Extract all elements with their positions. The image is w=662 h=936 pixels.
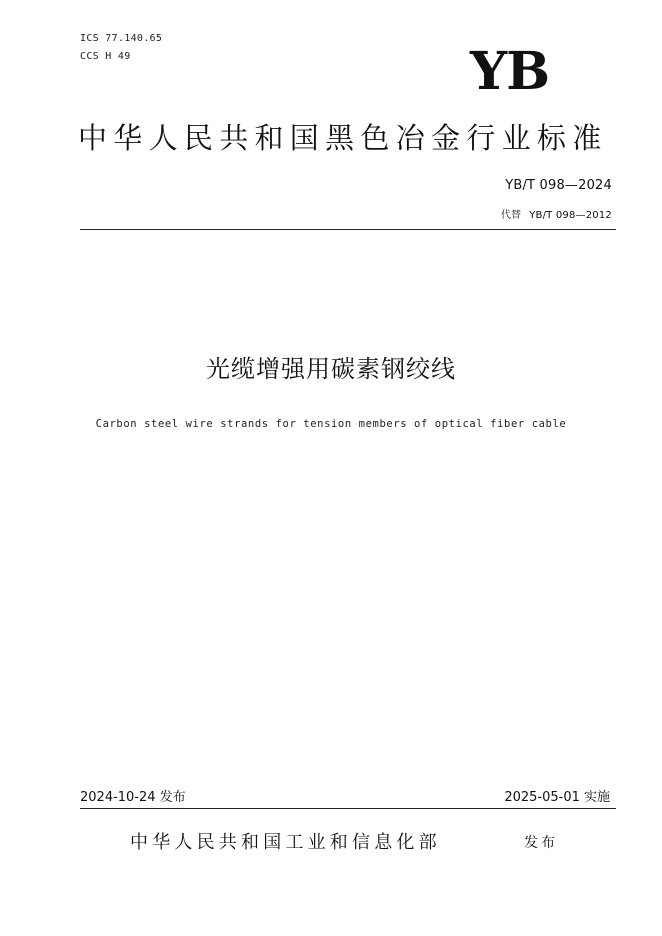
top-divider xyxy=(80,229,616,230)
yb-logo: YB xyxy=(470,41,550,102)
bottom-divider xyxy=(80,808,616,809)
issue-date: 2024-10-24 发布 xyxy=(80,790,186,805)
ics-code: ICS 77.140.65 xyxy=(80,33,163,44)
standard-number: YB/T 098—2024 xyxy=(505,178,612,193)
issue-action-label: 发布 xyxy=(524,835,558,851)
replaces-number: YB/T 098—2012 xyxy=(529,210,612,221)
document-title-chinese: 光缆增强用碳素钢绞线 xyxy=(206,355,456,383)
document-title-english: Carbon steel wire strands for tension members of optical fiber cable xyxy=(95,418,567,430)
implementation-date: 2025-05-01 实施 xyxy=(504,790,610,805)
standard-category-title: 中华人民共和国黑色冶金行业标准 xyxy=(78,121,608,155)
replaces-line xyxy=(501,206,612,221)
replaces-label: 代替 xyxy=(500,210,522,221)
issuing-authority: 中华人民共和国工业和信息化部 xyxy=(130,832,441,853)
ccs-code: CCS H 49 xyxy=(80,51,131,62)
